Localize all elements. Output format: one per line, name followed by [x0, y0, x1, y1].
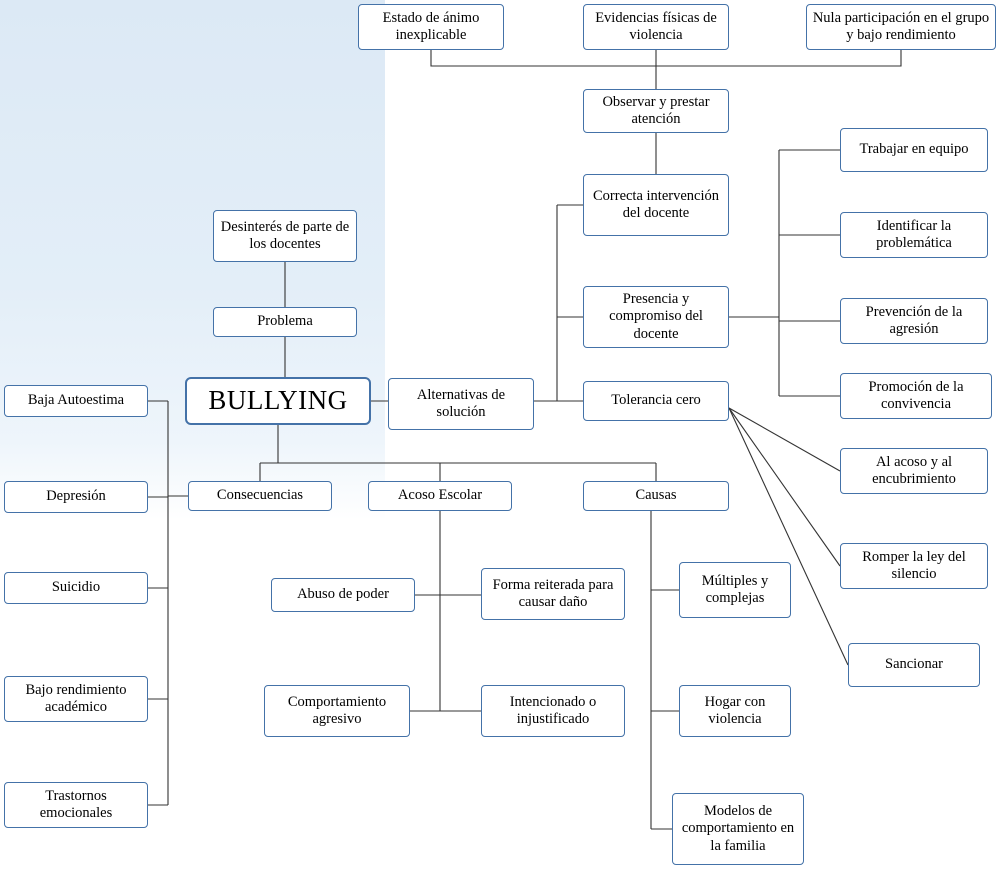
node-label: Acoso Escolar [397, 487, 483, 504]
node-label: Estado de ánimo inexplicable [382, 9, 480, 43]
node-label: Trastornos emocionales [39, 787, 113, 821]
node-label: Presencia y compromiso del docente [609, 291, 703, 342]
node-label: Baja Autoestima [27, 392, 125, 409]
node-identificar-problematica[interactable] [840, 212, 988, 258]
node-nula-participacion[interactable] [806, 4, 996, 50]
node-label: Trabajar en equipo [859, 141, 969, 158]
node-label: Hogar con violencia [704, 693, 766, 727]
node-trastornos-emocionales[interactable] [4, 782, 148, 828]
node-observar-prestar-atencion[interactable] [583, 89, 729, 133]
node-problema[interactable] [213, 307, 357, 337]
node-consecuencias[interactable] [188, 481, 332, 511]
node-label: Modelos de comportamiento en la familia [681, 803, 795, 854]
node-alternativas-solucion[interactable] [388, 378, 534, 430]
node-promocion-convivencia[interactable] [840, 373, 992, 419]
node-bullying-central[interactable] [185, 377, 371, 425]
node-causas[interactable] [583, 481, 729, 511]
node-comportamiento-agresivo[interactable] [264, 685, 410, 737]
node-multiples-complejas[interactable] [679, 562, 791, 618]
node-label: Romper la ley del silencio [862, 548, 966, 582]
node-estado-animo[interactable] [358, 4, 504, 50]
node-label: Evidencias físicas de violencia [595, 9, 717, 43]
node-label: Tolerancia cero [611, 392, 701, 409]
node-label: Identificar la problemática [876, 217, 952, 251]
node-label: Observar y prestar atención [602, 93, 710, 127]
node-acoso-encubrimiento[interactable] [840, 448, 988, 494]
node-abuso-de-poder[interactable] [271, 578, 415, 612]
node-label: Causas [635, 487, 677, 504]
node-desinteres-docentes[interactable] [213, 210, 357, 262]
node-romper-ley-silencio[interactable] [840, 543, 988, 589]
node-intencionado-injustificado[interactable] [481, 685, 625, 737]
node-label: BULLYING [208, 385, 348, 416]
node-label: Alternativas de solución [416, 386, 506, 420]
node-label: Depresión [46, 488, 106, 505]
node-label: Bajo rendimiento académico [25, 681, 127, 715]
node-label: Abuso de poder [297, 586, 389, 603]
node-modelos-comportamiento-familia[interactable] [672, 793, 804, 865]
node-hogar-con-violencia[interactable] [679, 685, 791, 737]
node-forma-reiterada[interactable] [481, 568, 625, 620]
node-depresion[interactable] [4, 481, 148, 513]
node-label: Consecuencias [216, 487, 304, 504]
node-label: Sancionar [885, 656, 943, 673]
node-label: Intencionado o injustificado [509, 693, 597, 727]
node-label: Suicidio [51, 579, 101, 596]
node-tolerancia-cero[interactable] [583, 381, 729, 421]
node-label: Correcta intervención del docente [592, 187, 719, 221]
node-label: Comportamiento agresivo [287, 693, 387, 727]
node-label: Múltiples y complejas [701, 572, 769, 606]
node-trabajar-en-equipo[interactable] [840, 128, 988, 172]
node-label: Prevención de la agresión [865, 303, 963, 337]
node-presencia-compromiso[interactable] [583, 286, 729, 348]
node-bajo-rendimiento-academico[interactable] [4, 676, 148, 722]
node-label: Promoción de la convivencia [868, 378, 964, 412]
node-evidencias-fisicas[interactable] [583, 4, 729, 50]
node-label: Al acoso y al encubrimiento [872, 453, 956, 487]
node-suicidio[interactable] [4, 572, 148, 604]
node-label: Forma reiterada para causar daño [492, 576, 614, 610]
node-acoso-escolar[interactable] [368, 481, 512, 511]
node-label: Problema [257, 313, 313, 330]
node-sancionar[interactable] [848, 643, 980, 687]
node-correcta-intervencion[interactable] [583, 174, 729, 236]
node-label: Nula participación en el grupo y bajo rendimiento [812, 9, 990, 43]
node-prevencion-agresion[interactable] [840, 298, 988, 344]
node-label: Desinterés de parte de los docentes [220, 218, 350, 252]
node-baja-autoestima[interactable] [4, 385, 148, 417]
